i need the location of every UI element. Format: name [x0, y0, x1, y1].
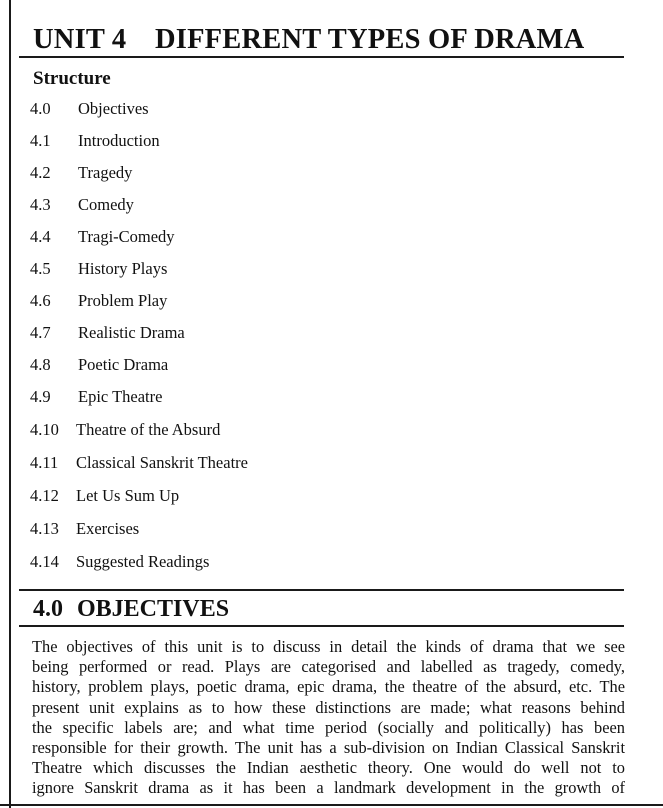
toc-number: 4.7: [30, 323, 51, 342]
toc-number: 4.2: [30, 163, 51, 182]
heading-underline: [19, 625, 624, 627]
paragraph-line: responsible for their growth. The unit has a sub-division on Indian Classical Sanskrit: [32, 738, 625, 758]
toc-title: Poetic Drama: [78, 355, 169, 374]
toc-title: Theatre of the Absurd: [76, 420, 221, 439]
objectives-title: OBJECTIVES: [77, 596, 230, 622]
paragraph-line: history, problem plays, poetic drama, epic drama, the theatre of the absurd, etc. The: [32, 677, 625, 697]
structure-heading: Structure: [33, 68, 111, 89]
toc-title: Classical Sanskrit Theatre: [76, 453, 248, 472]
paragraph-line: ignore Sanskrit drama as it has been a landmark development in the growth of: [32, 778, 625, 798]
toc-title: Let Us Sum Up: [76, 486, 180, 505]
paragraph-line: Theatre which discusses the Indian aesthetic theory. One would do well not to: [32, 758, 625, 778]
toc-number: 4.10: [30, 420, 59, 439]
toc-number: 4.9: [30, 387, 51, 406]
toc-title: Problem Play: [78, 291, 168, 310]
toc-number: 4.3: [30, 195, 51, 214]
paragraph-line: being performed or read. Plays are categorised and labelled as tragedy, comedy,: [32, 657, 625, 677]
objectives-number: 4.0: [33, 596, 63, 622]
title-rule: [19, 56, 624, 58]
toc-title: Objectives: [78, 99, 149, 118]
unit-number: UNIT 4: [33, 24, 127, 55]
paragraph-line: present unit explains as to how these distinctions are made; what reasons behind: [32, 697, 625, 717]
toc-number: 4.6: [30, 291, 51, 310]
toc-number: 4.8: [30, 355, 51, 374]
page-left-border: [9, 0, 11, 808]
toc-title: Exercises: [76, 519, 140, 538]
toc-number: 4.4: [30, 227, 51, 246]
toc-number: 4.0: [30, 99, 51, 118]
toc-number: 4.11: [30, 453, 59, 472]
toc-title: Tragi-Comedy: [78, 227, 175, 246]
toc-number: 4.12: [30, 486, 59, 505]
toc-title: Epic Theatre: [78, 387, 163, 406]
objectives-heading: [33, 594, 229, 624]
toc-title: Tragedy: [78, 163, 133, 182]
paragraph-line: the specific labels are; and what time period (socially and politically) has been: [32, 717, 625, 737]
toc-title: Comedy: [78, 195, 134, 214]
unit-title: [33, 22, 584, 58]
unit-name: DIFFERENT TYPES OF DRAMA: [155, 24, 585, 55]
toc-number: 4.1: [30, 131, 51, 150]
objectives-paragraph: [32, 637, 625, 799]
toc-title: Suggested Readings: [76, 552, 210, 571]
toc-number: 4.14: [30, 552, 59, 571]
toc-title: History Plays: [78, 259, 168, 278]
page-bottom-border: [0, 804, 663, 806]
toc-number: 4.5: [30, 259, 51, 278]
toc-number: 4.13: [30, 519, 59, 538]
section-rule: [19, 589, 624, 591]
toc-title: Realistic Drama: [78, 323, 185, 342]
paragraph-line: The objectives of this unit is to discuss in detail the kinds of drama that we see: [32, 637, 625, 656]
toc-title: Introduction: [78, 131, 160, 150]
